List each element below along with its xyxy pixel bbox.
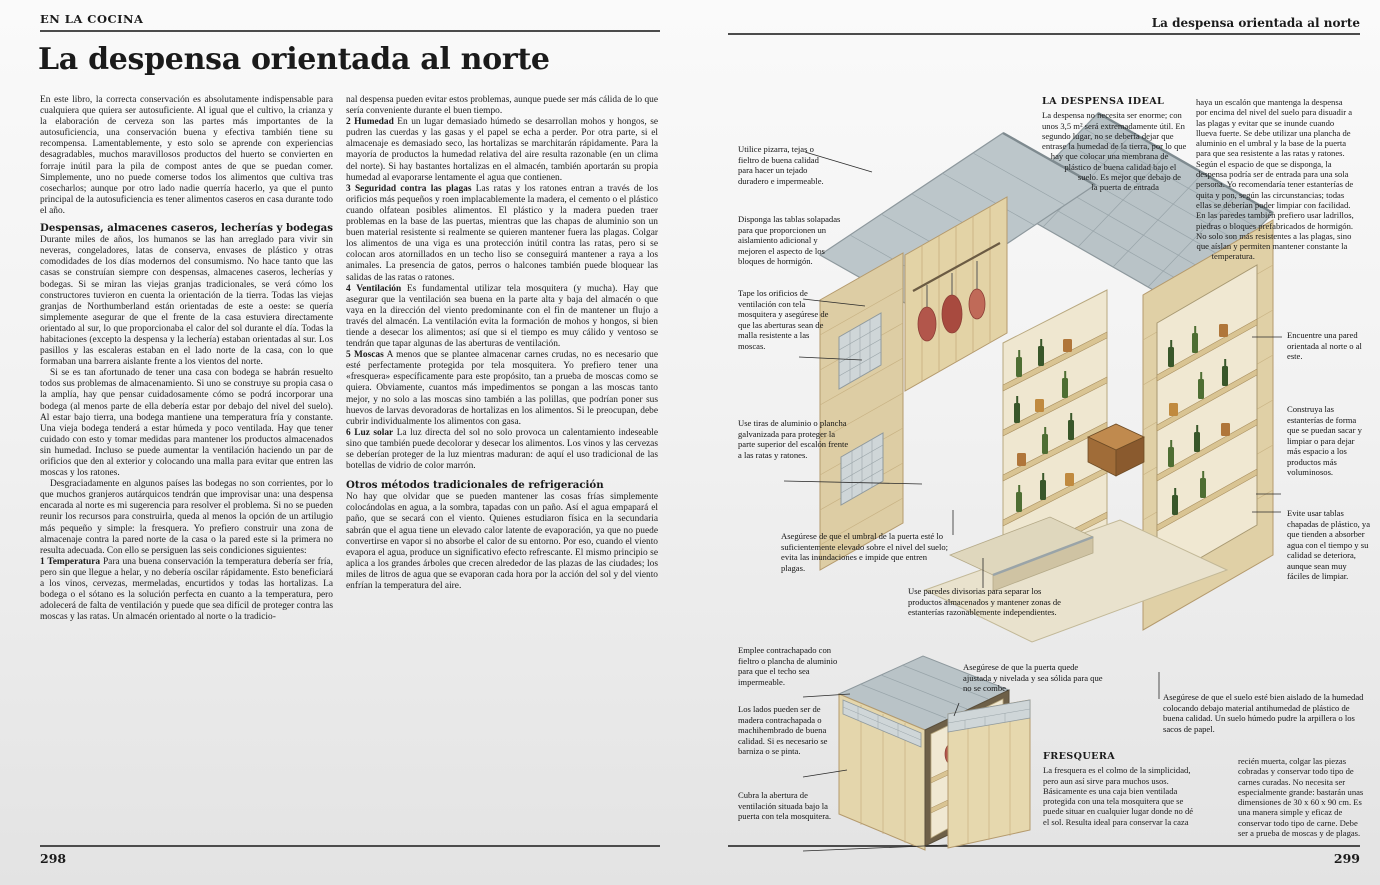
numbered-item-4 (346, 284, 658, 351)
footer-rule-left (40, 845, 660, 847)
annotation-aluminium-strips: Use tiras de aluminio o plancha galvanizada para proteger la parte superior del escalón frente a las ratas y ratones. (738, 418, 849, 460)
numbered-item-1 (40, 557, 333, 624)
item-lead: 5 Moscas (346, 350, 384, 361)
paragraph: nal despensa pueden evitar estos problemas, aunque puede ser más cálida de lo que sería conveniente durante el buen tiempo. (346, 95, 658, 117)
footer-rule-right (728, 845, 1360, 847)
item-text: Para una buena conservación la temperatura debería ser fría, pero sin que llegue a helar, y no debería oscilar rápidamente. Esto beneficiará a los vinos, cervezas, mermeladas, encurtidos y todas las hortalizas. La bodega o el sótano es la solución perfecta en cuanto a la temperatura, pero adolecerá de falta de ventilación y puede que sea difícil de proteger contra las moscas y las ratas. Un almacén orientado al norte o la tradicio- (40, 556, 334, 623)
page-right (700, 0, 1380, 885)
text-column-1 (40, 95, 333, 623)
annotation-fitted-door: Asegúrese de que la puerta quede ajustada y nivelada y sea sólida para que no se combe. (963, 662, 1103, 693)
caption-fresquera-cont (1238, 756, 1368, 838)
annotation-lapped-boards: Disponga las tablas solapadas para que proporcionen un aislamiento adicional y mejoren el aspecto de los bloques de hormigón. (738, 214, 841, 266)
paragraph: Durante miles de años, los humanos se las han arreglado para vivir sin neveras, congeladores, latas de conserva, envases de plástico y otras comodidades de los días modernos del consumismo. No hace tanto que las casas se construían siempre con despensas, almacenes caseros, lecherías y bodegas. Si se miran las viejas granjas tradicionales, se verá cómo los constructores tuvieron en cuenta la orientación de la tierra. Todas las viejas granjas de Northumberland están orientadas de este a oeste: se quería simplemente asegurar de que el frente de la casa estuviera directamente orientado al sur, lo que proporcionaba el calor del sol durante el día. Todas la habitaciones (excepto la despensa y la lechería) estaban orientadas al sur. Los pasillos y las escaleras estaban en el lado norte de la casa, con lo que formaban una barrera aislante frente a los vientos del norte. (40, 235, 333, 368)
subhead-otros-metodos: Otros métodos tradicionales de refrigeración (346, 479, 604, 492)
paragraph: Desgraciadamente en algunos países las bodegas no son corrientes, por lo que muchos granjeros autárquicos tendrán que improvisar una: una despensa encarada al norte es mi sugerencia para resolver el problema. Si no se pueden reunir los recursos para construirla, queda al menos la opción de un artilugio más pequeño y simple: la fresquera. Yo prefiero construir una zona de almacenaje contra la pared norte de la casa o la pared este si la primera no resulta adecuada. Con ello se persiguen las seis condiciones siguientes: (40, 479, 333, 556)
caption-fresquera (1043, 752, 1201, 827)
annotation-north-wall: Encuentre una pared orientada al norte o al este. (1287, 330, 1362, 361)
annotation-plywood-roof: Emplee contrachapado con fieltro o plancha de aluminio para que el techo sea impermeable. (738, 645, 838, 687)
item-text: Es fundamental utilizar tela mosquitera (y mucha). Hay que asegurar que la ventilación sea buena en la parte alta y baja del almacén o que vaya en la dirección del viento predominante con el fin de mantener un flujo a través del almacén. La ventilación evita la formación de mohos y hongos, si bien tiende a desecar los alimentos; así que si el tiempo es muy cálido y ventoso se tendrán que tapar algunas de las aberturas de ventilación. (346, 283, 658, 350)
text-column-2 (346, 95, 658, 592)
annotation-damp-proof-floor: Asegúrese de que el suelo esté bien aislado de la humedad colocando debajo material antihumedad de plástico de buena calidad. Un suelo húmedo pudre la arpillera o los sacos de papel. (1163, 692, 1364, 734)
fresquera-door-panel (948, 700, 1030, 848)
annotation-roof-slate: Utilice pizarra, tejas o fieltro de buena calidad para hacer un tejado duradero e impermeable. (738, 144, 824, 186)
numbered-item-6 (346, 428, 658, 472)
item-lead: 1 Temperatura (40, 556, 101, 567)
item-lead: 3 Seguridad contra las plagas (346, 183, 472, 194)
paragraph: Si se es tan afortunado de tener una casa con bodega se habrán resuelto todos sus problemas de almacenamiento. Si uno se construye su propia casa o la amplía, hay que pensar cuidadosamente cómo se podrá incorporar una bodega (al menos parte de ella debería estar por debajo del nivel del suelo). Al estar bajo tierra, una bodega mantiene una temperatura fría y constante. Una vieja bodega tenderá a estar húmeda y poco ventilada. Hay que tener cuidado con esto y tomar medidas para mantener los productos almacenados sin humedad. Incluso se puede aumentar la ventilación haciendo un par de orificios que den al exterior y colocando una malla para evitar que entren las moscas y los ratones. (40, 368, 333, 479)
item-text: En un lugar demasiado húmedo se desarrollan mohos y hongos, se pudren las cuerdas y las gasas y el papel se echa a perder. Por otra parte, si el almacenaje es demasiado seco, las hortalizas se marchitarán rápidamente. Para la mayoría de productos la humedad relativa del aire resulta razonable (en un clima del norte). Si hay bastantes hortalizas en el almacén, también aportarán su propia humedad al evaporarse lentamente el agua que contienen. (346, 117, 659, 183)
page-title: La despensa orientada al norte (38, 42, 550, 77)
header-rule-left (40, 30, 660, 32)
item-text: La luz directa del sol no solo provoca un calentamiento indeseable sino que también puede decolorar y desecar los alimentos. Los vinos y las cervezas se deberían proteger de la luz mientras maduran: de aquí el uso tradicional de las botellas de vidrio de color marrón. (346, 427, 659, 472)
page-number-left: 298 (40, 851, 67, 866)
item-lead: 6 Luz solar (346, 427, 394, 438)
annotation-vent-mesh: Tape los orificios de ventilación con tela mosquitera y asegúrese de que las aberturas sean de malla resistente a las moscas. (738, 288, 829, 351)
header-rule-right (728, 33, 1360, 35)
item-lead: 2 Humedad (346, 117, 394, 128)
annotation-door-threshold: Asegúrese de que el umbral de la puerta esté lo suficientemente elevado sobre el nivel del suelo; evita las inundaciones e impide que entren plagas. (781, 531, 949, 573)
numbered-item-3 (346, 184, 658, 284)
item-lead: 4 Ventilación (346, 283, 402, 294)
item-text: Las ratas y los ratones entran a través de los orificios más pequeños y roen implacablemente la madera, el cemento o el plástico cuando olfatean posibles alimentos. El plástico y la madera pueden traer problemas en la base de las puertas, mientras que las chapas de aluminio son un buen material resistente si realmente se quieren mantener fuera las plagas. Colgar los alimentos de una viga es una protección inútil contra las ratas, pero si se colocan aros atornillados en un techo liso se conseguirá mantener a raya a los animales. La presencia de gatos, perros o halcones también puede bloquear las salidas de las ratas o ratones. (346, 183, 658, 283)
annotation-dividing-walls: Use paredes divisorias para separar los productos almacenados y mantener zonas de estanterías razonablemente independientes. (908, 586, 1061, 617)
paragraph: En este libro, la correcta conservación es absolutamente indispensable para cualquiera que quiera ser autosuficiente. Al igual que el cultivo, la crianza y la elaboración de cerveza son las partes más importantes de la autosuficiencia, una conservación buena y efectiva también tiene su recompensa. Lamentablemente, y esto solo se aprende con experiencias desagradables, muchos maravillosos productos del huerto se convierten en forraje inútil para la pila de compost antes de que se puedan comer. Simplemente, uno no puede comerse todos los alimentos que cultiva tras cosecharlos; aunque por otro lado nadie querría hacerlo, ya que el punto principal de la autosuficiencia es tener alimentos caseros en casa durante todo el año. (40, 95, 333, 216)
numbered-item-5 (346, 350, 658, 428)
subhead-despensas: Despensas, almacenes caseros, lecherías y bodegas (40, 222, 333, 235)
caption-text-col2: haya un escalón que mantenga la despensa por encima del nivel del suelo para disuadir a las plagas y evitar que se inunde cuando llueva fuerte. Se debe utilizar una plancha de aluminio en el umbral y la base de la puerta para que sea resistente a las ratas y ratones. Según el espacio de que se disponga, la despensa podría ser de entrada para una sola persona. Yo recomendaría tener estanterías de quita y pon, según las circunstancias; todas ellas se deberían poder limpiar con facilidad. En las paredes también prefiero usar ladrillos, piedras o bloques prefabricados de hormigón. No solo son más resistentes a las plagas, sino que aíslan y permiten mantener constante la temperatura. (1196, 97, 1354, 262)
paragraph: No hay que olvidar que se pueden mantener las cosas frías simplemente colocándolas en agua, a la sombra, tapadas con un paño. Así el agua empapará el paño, que se secará con el viento. Quienes estudiaron física en la secundaria sabrán que el agua tiene un elevado calor latente de evaporación, ya que no puede convertirse en vapor si no absorbe el calor de su entorno. Por eso, cuando el viento evapora el agua, produce un significativo efecto refrescante. El mismo principio se aplica a los grandes árboles que crecen alrededor de las plazas de las ciudades; los miles de litros de agua que se evaporan cada hora por la acción del sol y del viento enfrían la temperatura del aire. (346, 492, 658, 592)
caption-title: FRESQUERA (1043, 751, 1116, 762)
numbered-item-2 (346, 117, 658, 184)
caption-la-despensa-ideal-cont (1196, 97, 1356, 311)
caption-title: LA DESPENSA IDEAL (1042, 96, 1165, 107)
caption-la-despensa-ideal (1042, 97, 1188, 222)
caption-text-col2: recién muerta, colgar las piezas cobradas y conservar todo tipo de carnes curadas. No necesita ser especialmente grande: bastarán unas dimensiones de 30 x 60 x 90 cm. Es una manera simple y eficaz de conservar todo tipo de carne. Debe ser a prueba de moscas y de plagas. (1238, 756, 1364, 839)
caption-text-col1: La despensa no necesita ser enorme; con unos 3,5 m² será extremadamente útil. En segundo lugar, no se debería dejar que entrase la humedad de la tierra, por lo que hay que colocar una membrana de plástico de buena calidad bajo el suelo. Es mejor que debajo de la puerta de entrada (1042, 110, 1187, 193)
annotation-avoid-plastic-boards: Evite usar tablas chapadas de plástico, ya que tienden a absorber agua con el tiempo y su calidad se deteriora, aunque sean muy fáciles de limpiar. (1287, 508, 1371, 581)
page-number-right: 299 (1333, 851, 1360, 866)
annotation-side-panels: Los lados pueden ser de madera contrachapada o machihembrado de buena calidad. Si es necesario se barniza o se pinta. (738, 704, 828, 756)
item-text: A menos que se plantee almacenar carnes crudas, no es necesario que esté perfectamente protegida por tela mosquitera. Yo prefiero tener una «fresquera» específicamente para este propósito, tan a prueba de moscas como se quiera. Obviamente, cuantos más impedimentos se pongan a las moscas tanto mejor, y no solo a las moscas sino también a las polillas, que podrían poner sus huevos de larvas devoradoras de hortalizas en los alimentos. Si le preocupan, debe cubrir individualmente los alimentos con gasa. (346, 350, 658, 427)
running-header: La despensa orientada al norte (1151, 16, 1360, 30)
section-kicker: EN LA COCINA (40, 12, 144, 26)
annotation-removable-shelves: Construya las estanterías de forma que se puedan sacar y limpiar o para dejar más espacio a los productos más voluminosos. (1287, 404, 1362, 477)
caption-text-col1: La fresquera es el colmo de la simplicidad, pero aun así sirve para muchos usos. Básicamente es una caja bien ventilada protegida con una tela mosquitera que se puede situar en cualquier lugar donde no dé el sol. Resulta ideal para conservar la caza (1043, 765, 1194, 827)
annotation-under-door-vent: Cubra la abertura de ventilación situada bajo la puerta con tela mosquitera. (738, 790, 832, 821)
